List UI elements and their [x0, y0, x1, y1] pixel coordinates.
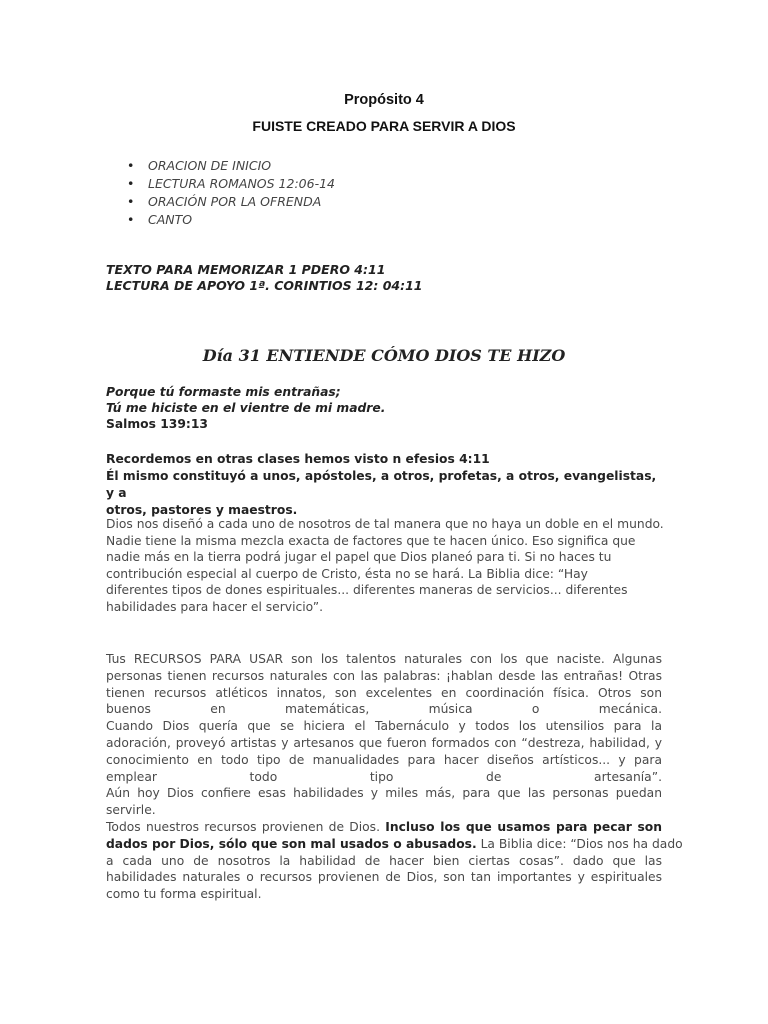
paragraph-line: habilidades naturales o recursos provienen de Dios, son tan importantes y espirituales [106, 870, 662, 885]
recordemos-line: otros, pastores y maestros. [106, 503, 298, 517]
paragraph-line: Nadie tiene la misma mezcla exacta de factores que te hacen único. Eso significa que [106, 533, 636, 548]
paragraph-line: a cada uno de nosotros la habilidad de hacer bien ciertas cosas”. dado que las [106, 853, 662, 868]
bold-phrase: Incluso los que usamos para pecar son [385, 819, 662, 834]
list-item: • ORACION DE INICIO [127, 158, 272, 173]
day-heading: Día 31 ENTIENDE CÓMO DIOS TE HIZO [202, 346, 566, 365]
memorize-block [106, 262, 666, 294]
paragraph-line: conocimiento en todo tipo de manualidades para hacer diseños artísticos... y para [106, 752, 662, 767]
bullet-icon: • [127, 194, 135, 209]
paragraph-line: Cuando Dios quería que se hiciera el Tabernáculo y todos los utensilios para la [106, 719, 662, 734]
paragraph-resources [106, 651, 683, 903]
verse-line: Porque tú formaste mis entrañas; [106, 385, 341, 399]
paragraph-line: habilidades para hacer el servicio”. [106, 599, 324, 614]
recordemos-line: Recordemos en otras clases hemos visto n efesios 4:11 [106, 452, 490, 466]
paragraph-line: buenos en matemáticas, música o mecánica. [106, 702, 662, 717]
paragraph-line: nadie más en la tierra podrá jugar el papel que Dios planeó para ti. Si no haces tu [106, 550, 612, 564]
paragraph-line: contribución especial al cuerpo de Cristo, ésta no se hará. La Biblia dice: “Hay [106, 566, 588, 581]
support-reading: LECTURA DE APOYO 1ª. CORINTIOS 12: 04:11 [106, 278, 423, 293]
page-subtitle: FUISTE CREADO PARA SERVIR A DIOS [252, 118, 516, 134]
paragraph-line: Tus RECURSOS PARA USAR son los talentos naturales con los que naciste. Algunas [106, 652, 662, 666]
paragraph-line: Todos nuestros recursos provienen de Dios. Incluso los que usamos para pecar son [106, 819, 662, 834]
paragraph-line: tienen recursos atléticos innatos, son excelentes en coordinación física. Otros son [106, 685, 662, 700]
paragraph-line: adoración, proveyó artistas y artesanos que fueron formados con “destreza, habilidad, y [106, 735, 662, 750]
memorize-text: TEXTO PARA MEMORIZAR 1 PDERO 4:11 [106, 262, 386, 277]
bullet-icon: • [127, 212, 135, 227]
recordemos-block [106, 451, 666, 519]
paragraph-line: emplear todo tipo de artesanía”. [106, 769, 662, 784]
bullet-icon: • [127, 158, 135, 173]
paragraph-line: como tu forma espiritual. [106, 887, 262, 902]
bold-phrase: dados por Dios, sólo que son mal usados o abusados. [106, 836, 477, 851]
paragraph-line: servirle. [106, 803, 156, 818]
verse-reference: Salmos 139:13 [106, 417, 208, 431]
list-item: • LECTURA ROMANOS 12:06-14 [127, 176, 335, 191]
verse-line: Tú me hiciste en el vientre de mi madre. [106, 401, 386, 415]
page-title: Propósito 4 [344, 92, 424, 108]
list-item: • ORACIÓN POR LA OFRENDA [127, 194, 322, 209]
paragraph-line: diferentes tipos de dones espirituales... diferentes maneras de servicios... diferentes [106, 583, 628, 597]
paragraph-design [106, 516, 666, 615]
verse-block [106, 384, 666, 432]
paragraph-line: Dios nos diseñó a cada uno de nosotros de tal manera que no haya un doble en el mundo. [106, 517, 664, 531]
paragraph-line: Aún hoy Dios confiere esas habilidades y miles más, para que las personas puedan [106, 786, 662, 801]
recordemos-line: Él mismo constituyó a unos, apóstoles, a otros, profetas, a otros, evangelistas, y a [106, 469, 657, 500]
list-item: • CANTO [127, 212, 193, 227]
paragraph-line: dados por Dios, sólo que son mal usados o abusados. La Biblia dice: “Dios nos ha dado [106, 836, 683, 851]
program-list [106, 157, 506, 229]
bullet-icon: • [127, 176, 135, 191]
paragraph-line: personas tienen recursos naturales con las palabras: ¡hablan desde las entrañas! Otras [106, 668, 662, 683]
